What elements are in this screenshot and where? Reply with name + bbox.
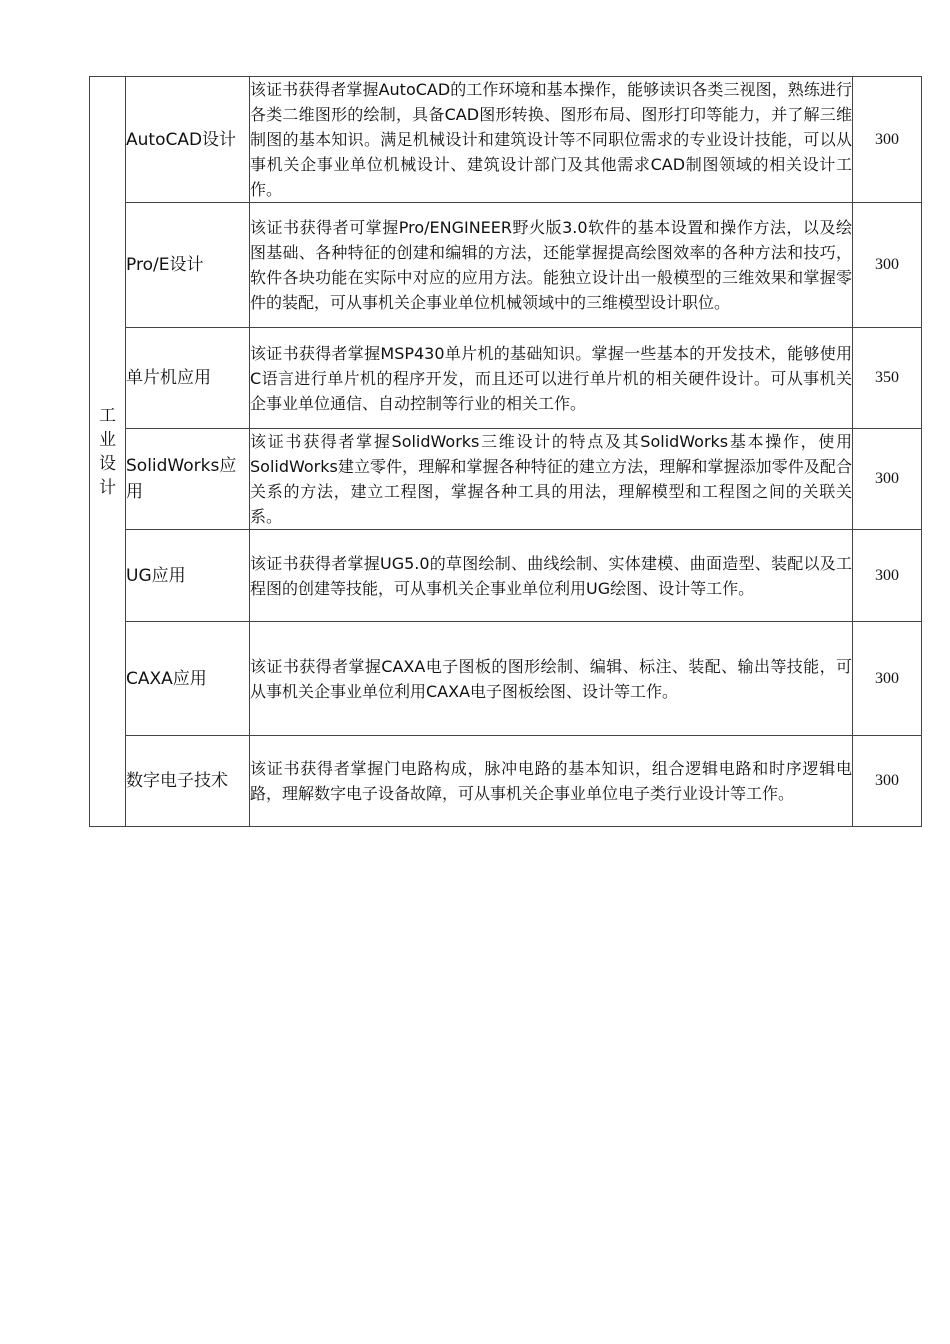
table-row bbox=[90, 736, 922, 827]
certificate-description: 该证书获得者掌握门电路构成，脉冲电路的基本知识，组合逻辑电路和时序逻辑电路，理解数字电子设备故障，可从事机关企事业单位电子类行业设计等工作。 bbox=[250, 736, 853, 827]
certificate-description: 该证书获得者可掌握Pro/ENGINEER野火版3.0软件的基本设置和操作方法，以及绘图基础、各种特征的创建和编辑的方法，还能掌握提高绘图效率的各种方法和技巧，软件各块功能在实际中对应的应用方法。能独立设计出一般模型的三维效果和掌握零件的装配，可从事机关企事业单位机械领域中的三维模型设计职位。 bbox=[250, 203, 853, 328]
certificate-fee: 300 bbox=[853, 622, 922, 736]
table-row bbox=[90, 203, 922, 328]
certificate-description: 该证书获得者掌握SolidWorks三维设计的特点及其SolidWorks基本操作，使用SolidWorks建立零件，理解和掌握各种特征的建立方法，理解和掌握添加零件及配合关系的方法，建立工程图，掌握各种工具的用法，理解模型和工程图之间的关联关系。 bbox=[250, 429, 853, 530]
category-cell bbox=[90, 77, 126, 827]
certificate-description: 该证书获得者掌握UG5.0的草图绘制、曲线绘制、实体建模、曲面造型、装配以及工程图的创建等技能，可从事机关企事业单位利用UG绘图、设计等工作。 bbox=[250, 530, 853, 622]
certificate-fee: 350 bbox=[853, 328, 922, 429]
certificate-name: UG应用 bbox=[126, 530, 250, 622]
table-row bbox=[90, 530, 922, 622]
certificate-description: 该证书获得者掌握MSP430单片机的基础知识。掌握一些基本的开发技术，能够使用C语言进行单片机的程序开发，而且还可以进行单片机的相关硬件设计。可从事机关企事业单位通信、自动控制等行业的相关工作。 bbox=[250, 328, 853, 429]
certificate-description: 该证书获得者掌握CAXA电子图板的图形绘制、编辑、标注、装配、输出等技能，可从事机关企事业单位利用CAXA电子图板绘图、设计等工作。 bbox=[250, 622, 853, 736]
certificate-name: CAXA应用 bbox=[126, 622, 250, 736]
certificate-fee: 300 bbox=[853, 77, 922, 203]
certificate-fee: 300 bbox=[853, 203, 922, 328]
certificate-name: 单片机应用 bbox=[126, 328, 250, 429]
table-row bbox=[90, 328, 922, 429]
certificate-name: 数字电子技术 bbox=[126, 736, 250, 827]
certificate-description: 该证书获得者掌握AutoCAD的工作环境和基本操作，能够读识各类三视图，熟练进行各类二维图形的绘制，具备CAD图形转换、图形布局、图形打印等能力，并了解三维制图的基本知识。满足机械设计和建筑设计等不同职位需求的专业设计技能，可以从事机关企事业单位机械设计、建筑设计部门及其他需求CAD制图领域的相关设计工作。 bbox=[250, 77, 853, 203]
certificate-name: Pro/E设计 bbox=[126, 203, 250, 328]
certificate-fee: 300 bbox=[853, 736, 922, 827]
certificate-fee: 300 bbox=[853, 429, 922, 530]
certificate-name: AutoCAD设计 bbox=[126, 77, 250, 203]
table-row bbox=[90, 622, 922, 736]
certificate-table bbox=[89, 76, 922, 827]
category-label: 工业设计 bbox=[99, 405, 116, 498]
certificate-fee: 300 bbox=[853, 530, 922, 622]
table-row bbox=[90, 77, 922, 203]
certificate-name: SolidWorks应用 bbox=[126, 429, 250, 530]
table-row bbox=[90, 429, 922, 530]
